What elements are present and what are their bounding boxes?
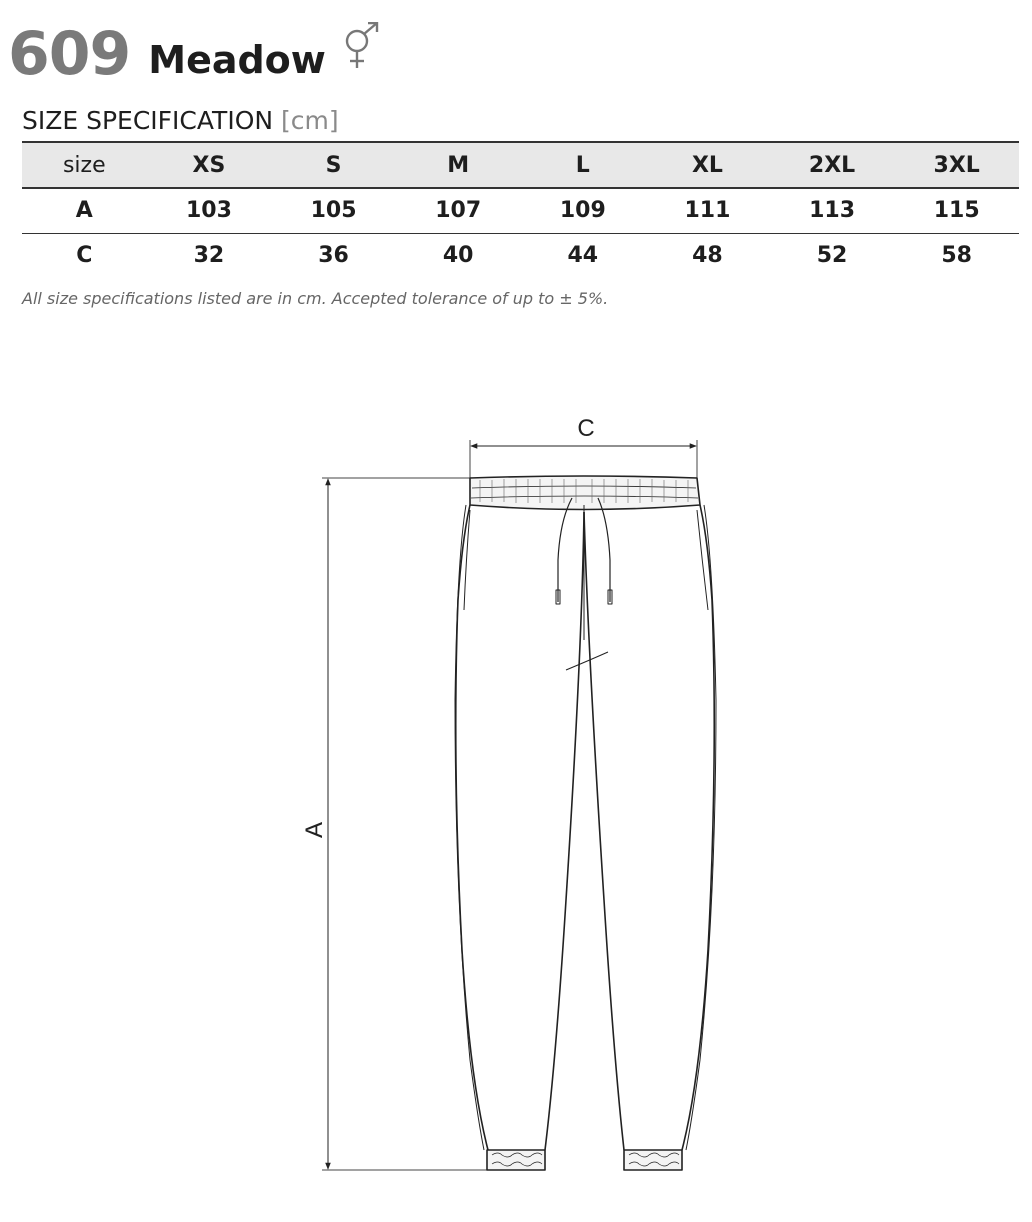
table-cell: 48 — [692, 243, 723, 269]
table-cell: 52 — [816, 243, 848, 269]
dimension-label-c: C — [577, 415, 595, 442]
width-dimension-c — [470, 415, 697, 478]
header-cell-3xl: 3XL — [933, 152, 980, 178]
row-a-label: A — [75, 198, 93, 224]
table-cell: 111 — [684, 198, 731, 224]
table-cell: 107 — [435, 198, 482, 224]
dimension-label-a: A — [301, 821, 328, 839]
row-c-label: C — [76, 243, 93, 269]
table-cell: 36 — [318, 243, 349, 269]
product-name: Meadow — [148, 38, 326, 82]
header-cell-size: size — [62, 152, 106, 178]
size-spec-title-text: SIZE SPECIFICATION — [22, 106, 274, 135]
pants-outline — [455, 476, 716, 1170]
table-cell: 40 — [442, 243, 474, 269]
table-cell: 32 — [193, 243, 225, 269]
header-cell-l: L — [575, 152, 590, 178]
table-cell: 58 — [941, 243, 972, 269]
tolerance-note: All size specifications listed are in cm. Accepted tolerance of up to ± 5%. — [22, 289, 609, 308]
header-cell-m: M — [447, 152, 470, 178]
table-cell: 115 — [933, 198, 980, 224]
header-cell-xs: XS — [192, 152, 226, 178]
size-spec-unit: [cm] — [281, 106, 339, 135]
header-cell-s: S — [325, 152, 342, 178]
product-code: 609 — [8, 19, 131, 89]
header-cell-2xl: 2XL — [808, 152, 856, 178]
table-cell: 105 — [310, 198, 357, 224]
header-cell-xl: XL — [691, 152, 723, 178]
table-cell: 109 — [559, 198, 606, 224]
table-cell: 103 — [185, 198, 232, 224]
table-cell: 44 — [567, 243, 599, 269]
table-cell: 113 — [809, 198, 856, 224]
